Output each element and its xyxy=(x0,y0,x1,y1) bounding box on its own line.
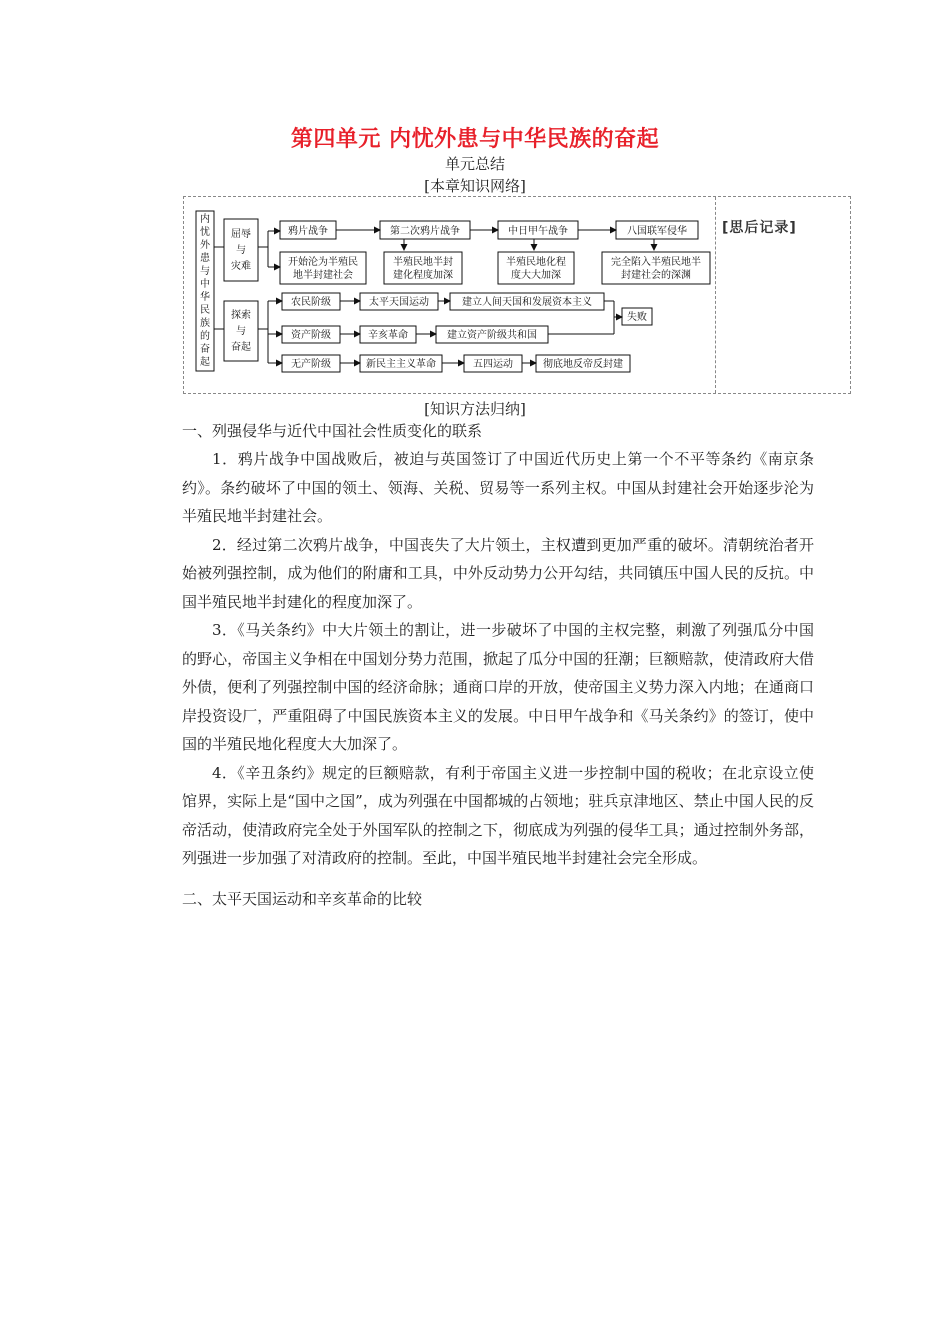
root-char: 患 xyxy=(200,253,210,264)
root-char: 华 xyxy=(200,292,210,303)
branch-humiliation-text: 灾难 xyxy=(231,261,251,272)
section-heading-2: 二、太平天国运动和辛亥革命的比较 xyxy=(182,890,423,908)
root-char: 奋 xyxy=(200,344,210,355)
chain-label: 建立资产阶级共和国 xyxy=(447,330,537,341)
branch-struggle-text: 探索 xyxy=(231,310,251,321)
result-text: 度大大加深 xyxy=(511,270,561,281)
network-svg xyxy=(184,197,714,393)
notes-divider xyxy=(715,197,716,393)
branch-struggle-text: 奋起 xyxy=(231,342,251,353)
war-label: 第二次鸦片战争 xyxy=(390,226,460,237)
failure-label: 失败 xyxy=(627,312,647,323)
result-text: 地半封建社会 xyxy=(293,270,353,281)
chain-label: 辛亥革命 xyxy=(368,330,408,341)
page-title: 第四单元 内忧外患与中华民族的奋起 xyxy=(290,127,660,152)
branch-struggle-text: 与 xyxy=(236,326,246,337)
class-label: 农民阶级 xyxy=(291,297,331,308)
paragraph-2: 2．经过第二次鸦片战争，中国丧失了大片领土，主权遭到更加严重的破坏。清朝统治者开始被列强控制，成为他们的附庸和工具，中外反动势力公开勾结，共同镇压中国人民的反抗。中国半殖民地半封建化的程度加深了。 xyxy=(182,535,814,611)
root-char: 民 xyxy=(200,305,210,316)
root-char: 与 xyxy=(200,266,210,277)
section-heading-1: 一、列强侵华与近代中国社会性质变化的联系 xyxy=(182,422,483,440)
root-char: 忧 xyxy=(200,227,210,238)
knowledge-network-label: [本章知识网络] xyxy=(424,177,526,195)
notes-label: [思后记录] xyxy=(722,220,797,236)
knowledge-network-diagram xyxy=(183,196,851,394)
paragraph-4: 4．《辛丑条约》规定的巨额赔款，有利于帝国主义进一步控制中国的税收；在北京设立使馆界，实际上是“国中之国”，成为列强在中国都城的占领地；驻兵京津地区、禁止中国人民的反帝活动，使清政府完全处于外国军队的控制之下，彻底成为列强的侵华工具；通过控制外务部，列强进一步加强了对清政府的控制。至此，中国半殖民地半封建社会完全形成。 xyxy=(182,763,814,867)
chain-label: 建立人间天国和发展资本主义 xyxy=(462,297,592,308)
result-text: 半殖民地半封 xyxy=(393,257,453,268)
method-summary-label: [知识方法归纳] xyxy=(424,400,526,418)
result-text: 建化程度加深 xyxy=(393,270,453,281)
result-text: 完全陷入半殖民地半 xyxy=(611,257,701,268)
unit-summary-label: 单元总结 xyxy=(444,155,505,173)
root-char: 起 xyxy=(200,357,210,368)
chain-label: 五四运动 xyxy=(473,359,513,370)
paragraph-3: 3．《马关条约》中大片领土的割让，进一步破坏了中国的主权完整，刺激了列强瓜分中国的野心，帝国主义争相在中国划分势力范围，掀起了瓜分中国的狂潮；巨额赔款，使清政府大借外债，便利了列强控制中国的经济命脉；通商口岸的开放，使帝国主义势力深入内地；在通商口岸投资设厂，严重阻碍了中国民族资本主义的发展。中日甲午战争和《马关条约》的签订，使中国的半殖民地化程度大大加深了。 xyxy=(182,621,814,753)
result-text: 封建社会的深渊 xyxy=(621,270,691,281)
paragraph-1: 1．鸦片战争中国战败后，被迫与英国签订了中国近代历史上第一个不平等条约《南京条约》。条约破坏了中国的领土、领海、关税、贸易等一系列主权。中国从封建社会开始逐步沦为半殖民地半封建社会。 xyxy=(182,450,814,525)
result-text: 开始沦为半殖民 xyxy=(288,257,358,268)
result-text: 半殖民地化程 xyxy=(506,257,566,268)
root-char: 内 xyxy=(200,214,210,225)
class-label: 资产阶级 xyxy=(291,330,331,341)
war-label: 鸦片战争 xyxy=(288,226,328,237)
branch-humiliation-text: 与 xyxy=(236,245,246,256)
class-label: 无产阶级 xyxy=(291,359,331,370)
branch-humiliation-text: 屈辱 xyxy=(231,229,251,240)
section-1-body xyxy=(182,445,814,873)
war-label: 中日甲午战争 xyxy=(508,226,568,237)
chain-label: 太平天国运动 xyxy=(369,297,429,308)
war-label: 八国联军侵华 xyxy=(627,226,687,237)
root-char: 中 xyxy=(200,279,210,290)
root-char: 族 xyxy=(200,318,210,329)
chain-label: 彻底地反帝反封建 xyxy=(543,359,623,370)
root-char: 的 xyxy=(200,331,210,342)
root-char: 外 xyxy=(200,240,210,251)
chain-label: 新民主主义革命 xyxy=(366,359,436,370)
